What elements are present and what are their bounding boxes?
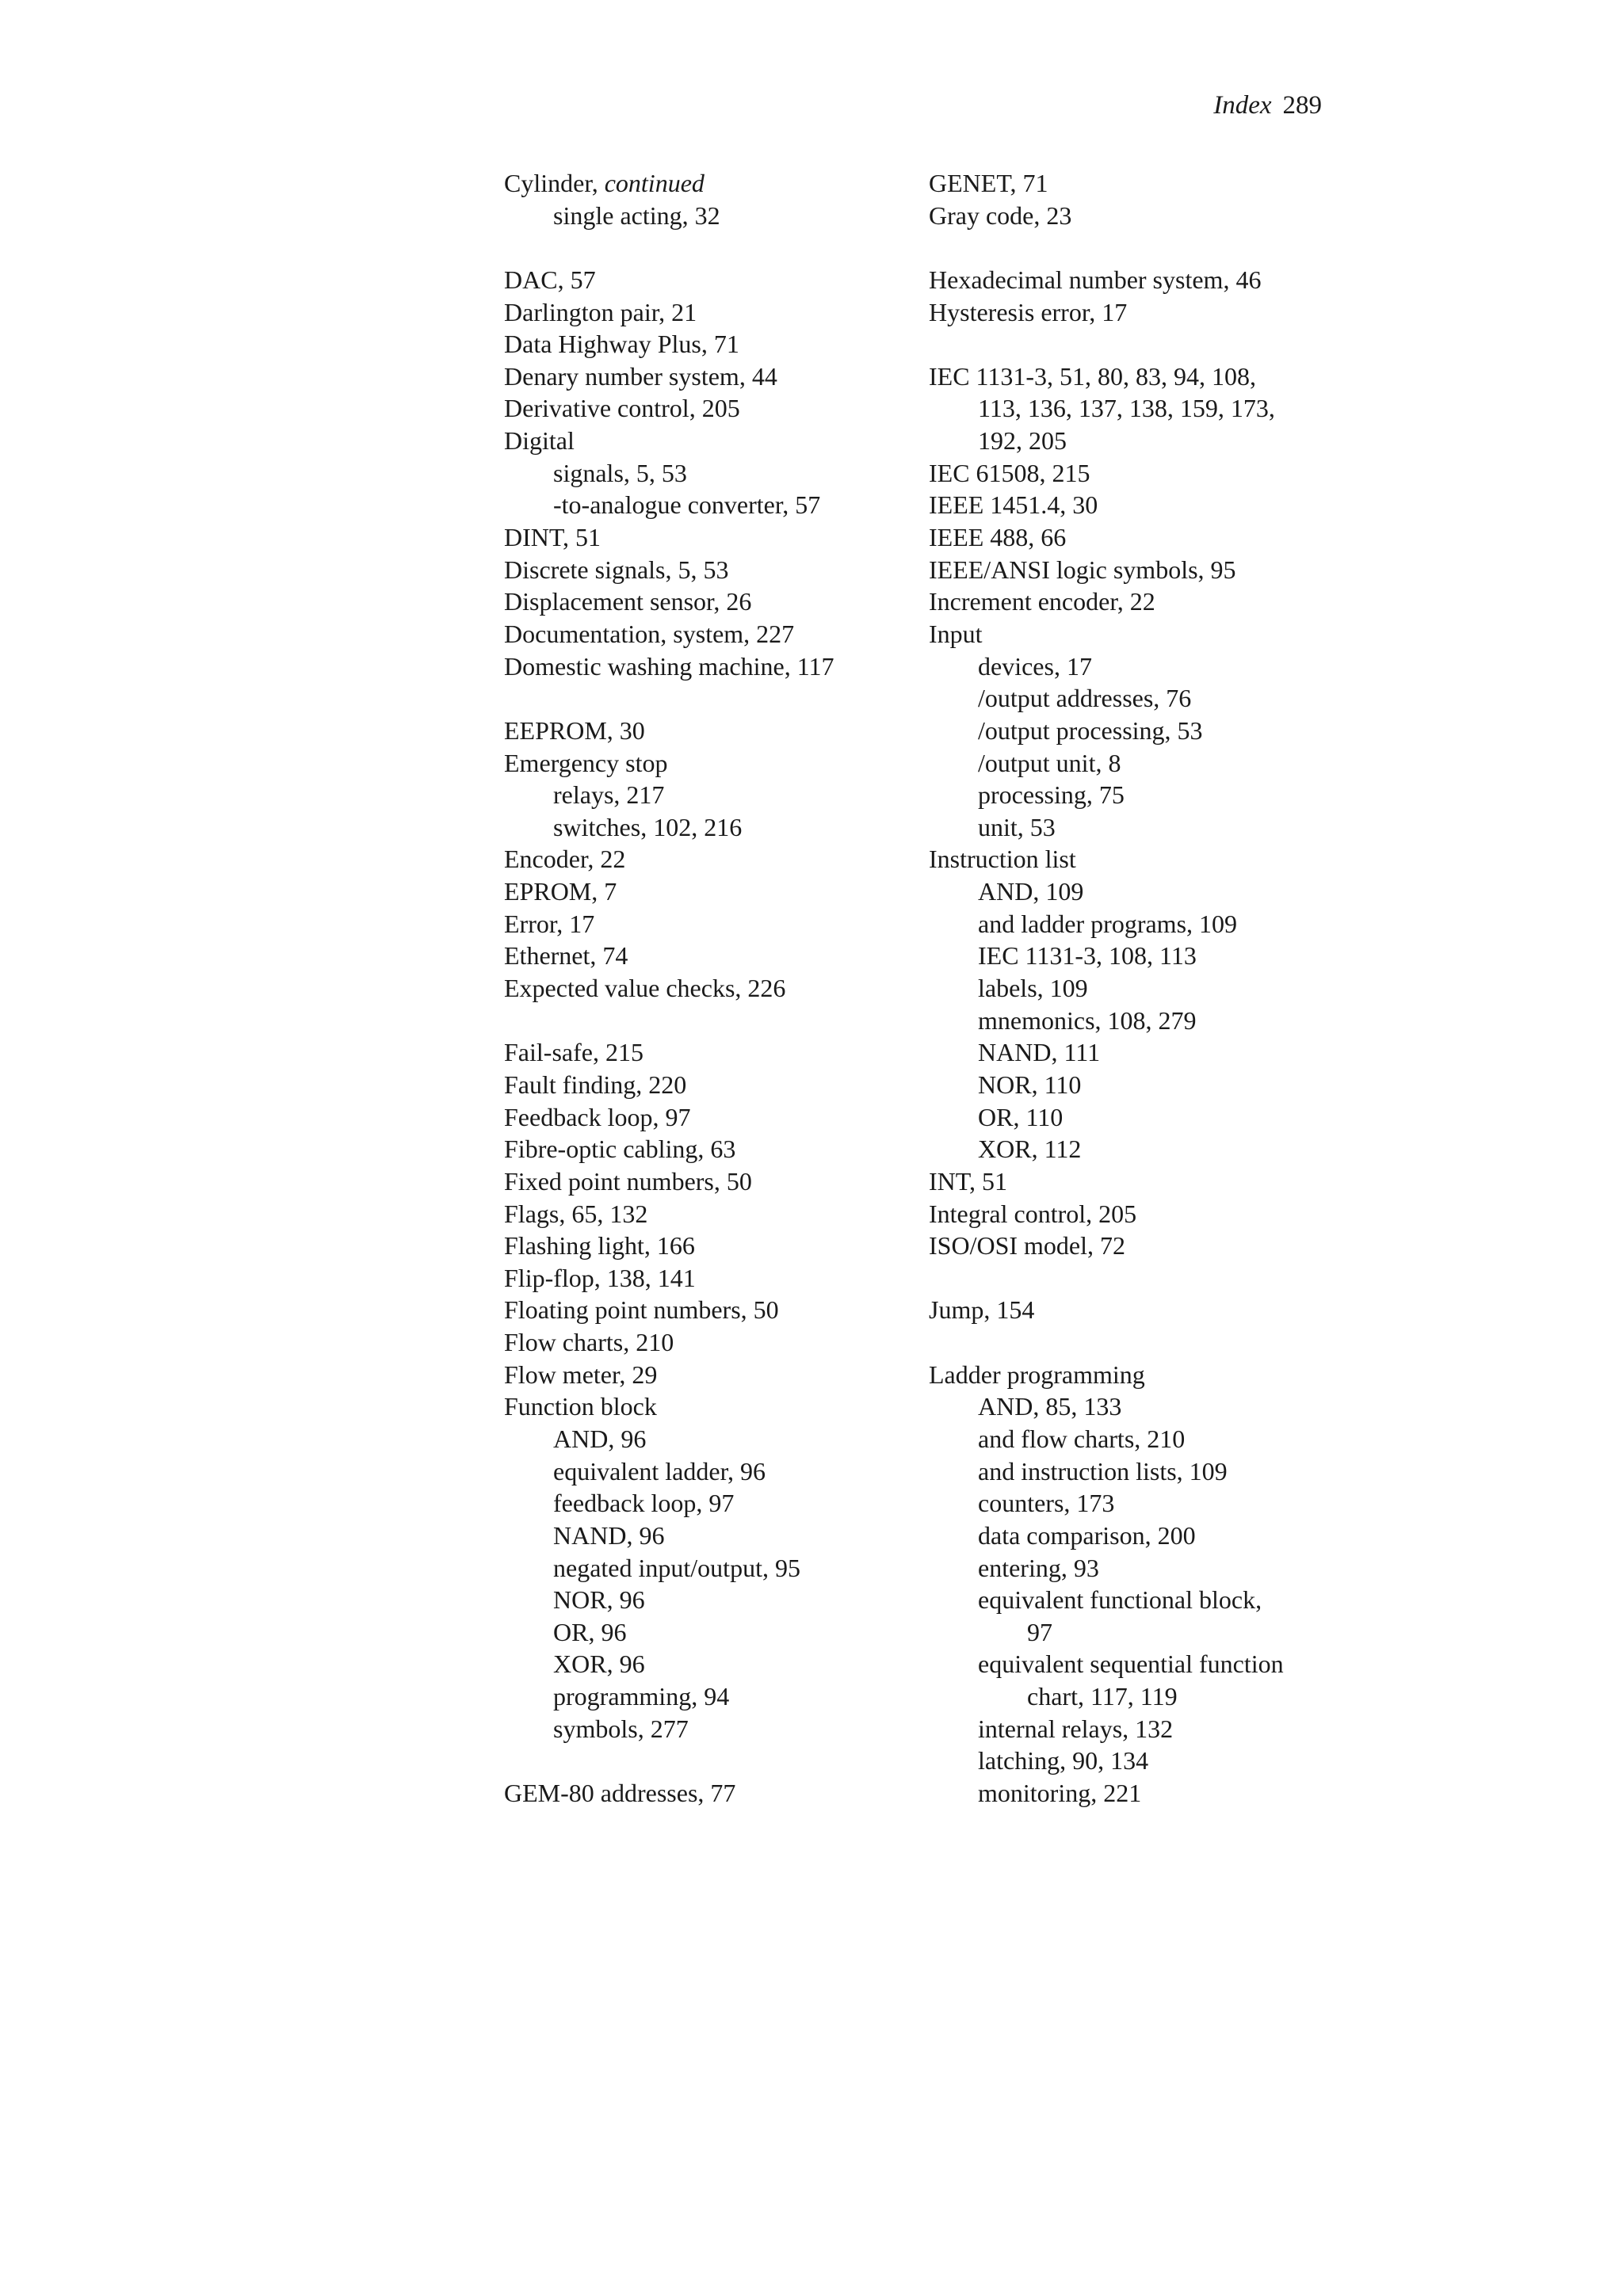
index-entry-text: 97 [1027, 1617, 1052, 1646]
index-subentry [929, 682, 1284, 715]
index-entry-text: single acting, 32 [553, 200, 720, 230]
index-entry-text: Encoder, 22 [504, 845, 626, 874]
index-entry-text: devices, 17 [978, 651, 1092, 681]
index-subentry [929, 1005, 1284, 1037]
index-entry-text: Flow charts, 210 [504, 1328, 674, 1357]
index-entry [504, 1777, 834, 1810]
index-entry-text: NAND, 96 [553, 1520, 665, 1550]
index-entry [504, 167, 834, 200]
index-entry [929, 554, 1284, 586]
index-entry-text: Ladder programming [929, 1360, 1145, 1389]
index-entry-text: Data Highway Plus, 71 [504, 330, 739, 359]
index-entry-text: Emergency stop [504, 748, 668, 777]
index-entry-text: GEM-80 addresses, 77 [504, 1779, 736, 1808]
index-entry-text: DAC, 57 [504, 265, 596, 294]
index-entry-text: 113, 136, 137, 138, 159, 173, [978, 394, 1275, 423]
index-subentry [929, 1680, 1284, 1713]
index-entry-text: and flow charts, 210 [978, 1424, 1186, 1453]
index-entry-text: INT, 51 [929, 1166, 1007, 1196]
index-entry-text: latching, 90, 134 [978, 1746, 1149, 1775]
index-entry-text: NOR, 110 [978, 1070, 1082, 1099]
index-entry-text: OR, 96 [553, 1617, 627, 1646]
index-entry-text: /output processing, 53 [978, 715, 1203, 745]
index-entry [504, 1133, 834, 1165]
index-subentry [929, 1584, 1284, 1616]
index-entry-text: Feedback loop, 97 [504, 1102, 691, 1131]
index-entry-text: data comparison, 200 [978, 1520, 1196, 1550]
index-entry-text: labels, 109 [978, 974, 1088, 1003]
index-entry-text: unit, 53 [978, 812, 1056, 841]
index-subentry [929, 747, 1284, 780]
index-entry-qualifier: continued [604, 169, 705, 197]
index-subentry [929, 1069, 1284, 1101]
index-entry-text: OR, 110 [978, 1102, 1064, 1131]
index-entry-text: Documentation, system, 227 [504, 619, 795, 648]
index-entry [504, 1390, 834, 1423]
index-entry-text: and ladder programs, 109 [978, 909, 1238, 938]
index-entry [504, 1165, 834, 1198]
index-entry-text: EEPROM, 30 [504, 715, 645, 745]
index-entry [929, 264, 1284, 296]
index-entry-text: IEC 1131-3, 108, 113 [978, 941, 1197, 971]
index-entry-text: processing, 75 [978, 780, 1125, 810]
index-subentry [929, 1552, 1284, 1585]
index-entry-text: Fault finding, 220 [504, 1070, 687, 1099]
index-entry [504, 875, 834, 908]
index-entry [929, 360, 1284, 393]
index-subentry [929, 908, 1284, 940]
index-subentry [929, 940, 1284, 972]
index-subentry [504, 779, 834, 811]
index-entry [929, 296, 1284, 329]
index-entry-text: XOR, 112 [978, 1135, 1082, 1164]
index-entry-text: Input [929, 619, 983, 648]
index-entry-text: Floating point numbers, 50 [504, 1295, 779, 1325]
index-entry-text: Cylinder, [504, 169, 605, 197]
index-entry-text: /output unit, 8 [978, 748, 1121, 777]
index-entry [504, 908, 834, 940]
index-subentry [929, 1101, 1284, 1134]
index-entry-text: AND, 96 [553, 1424, 647, 1453]
index-entry-text: Flashing light, 166 [504, 1231, 695, 1261]
index-entry-text: Ethernet, 74 [504, 941, 628, 971]
index-entry [929, 585, 1284, 618]
index-entry-text: Domestic washing machine, 117 [504, 651, 834, 681]
index-entry-text: IEEE 1451.4, 30 [929, 490, 1098, 520]
index-entry-text: AND, 109 [978, 877, 1084, 906]
index-entry-text: Hysteresis error, 17 [929, 297, 1128, 326]
index-entry-text: Digital [504, 426, 575, 456]
index-subentry [504, 811, 834, 844]
index-gap [504, 231, 834, 264]
index-entry-text: IEC 1131-3, 51, 80, 83, 94, 108, [929, 361, 1257, 391]
index-entry [504, 1101, 834, 1134]
index-entry-text: IEEE 488, 66 [929, 523, 1067, 552]
index-entry [929, 1198, 1284, 1230]
index-entry [929, 1165, 1284, 1198]
index-subentry [504, 1520, 834, 1552]
index-entry-text: negated input/output, 95 [553, 1553, 800, 1582]
index-entry-text: GENET, 71 [929, 169, 1048, 197]
index-entry-text: entering, 93 [978, 1553, 1099, 1582]
index-entry [504, 1036, 834, 1069]
index-subentry [929, 1036, 1284, 1069]
index-entry [504, 392, 834, 425]
index-subentry [504, 1423, 834, 1455]
index-gap [504, 1745, 834, 1777]
index-entry [504, 425, 834, 457]
index-entry-text: Expected value checks, 226 [504, 974, 786, 1003]
index-entry [504, 940, 834, 972]
index-entry-text: Flip-flop, 138, 141 [504, 1263, 696, 1292]
index-entry-text: signals, 5, 53 [553, 458, 687, 487]
index-entry [504, 521, 834, 554]
index-entry-text: Fail-safe, 215 [504, 1038, 643, 1067]
index-entry [929, 521, 1284, 554]
index-entry [929, 457, 1284, 490]
index-subentry [504, 1616, 834, 1649]
index-entry-text: Flow meter, 29 [504, 1360, 658, 1389]
index-entry [504, 1198, 834, 1230]
index-entry-text: Error, 17 [504, 909, 595, 938]
index-gap [929, 1326, 1284, 1359]
index-subentry [504, 1680, 834, 1713]
index-entry-text: Darlington pair, 21 [504, 297, 697, 326]
index-entry-text: counters, 173 [978, 1489, 1115, 1518]
index-entry [504, 715, 834, 747]
index-subentry [504, 1455, 834, 1488]
index-subentry [504, 1584, 834, 1616]
index-entry-text: and instruction lists, 109 [978, 1456, 1228, 1486]
index-subentry [929, 1777, 1284, 1810]
index-entry [929, 618, 1284, 650]
index-entry [504, 650, 834, 683]
index-subentry [929, 1713, 1284, 1745]
index-column-right [929, 167, 1284, 1810]
index-subentry [929, 1520, 1284, 1552]
index-subentry [929, 875, 1284, 908]
index-entry [929, 843, 1284, 875]
running-head [1213, 88, 1322, 123]
page-number: 289 [1282, 91, 1322, 120]
index-entry [504, 1359, 834, 1391]
index-entry-text: IEC 61508, 215 [929, 458, 1090, 487]
index-subentry [929, 715, 1284, 747]
index-entry [929, 200, 1284, 232]
index-subentry [929, 1390, 1284, 1423]
index-entry-text: equivalent ladder, 96 [553, 1456, 766, 1486]
index-entry-text: Fixed point numbers, 50 [504, 1166, 752, 1196]
index-entry-text: symbols, 277 [553, 1714, 689, 1743]
index-entry-text: mnemonics, 108, 279 [978, 1005, 1197, 1035]
index-subentry [504, 1487, 834, 1520]
index-entry-text: switches, 102, 216 [553, 812, 743, 841]
index-gap [929, 1262, 1284, 1295]
index-entry [504, 585, 834, 618]
index-entry-text: Discrete signals, 5, 53 [504, 555, 729, 584]
index-subentry [929, 1648, 1284, 1680]
index-entry [504, 747, 834, 780]
index-entry-text: Denary number system, 44 [504, 361, 777, 391]
index-entry-text: feedback loop, 97 [553, 1489, 735, 1518]
index-entry-text: NAND, 111 [978, 1038, 1101, 1067]
running-head-title: Index [1213, 91, 1272, 120]
index-subentry [929, 425, 1284, 457]
index-subentry [504, 1648, 834, 1680]
index-entry [504, 1326, 834, 1359]
index-entry [504, 296, 834, 329]
index-subentry [929, 1423, 1284, 1455]
index-gap [929, 231, 1284, 264]
index-entry-text: chart, 117, 119 [1027, 1682, 1178, 1711]
index-entry-text: Integral control, 205 [929, 1199, 1137, 1228]
index-entry [929, 489, 1284, 521]
index-entry-text: ISO/OSI model, 72 [929, 1231, 1125, 1261]
index-subentry [929, 1487, 1284, 1520]
index-entry [504, 264, 834, 296]
index-entry-text: programming, 94 [553, 1682, 730, 1711]
index-entry-text: DINT, 51 [504, 523, 601, 552]
index-entry-text: Jump, 154 [929, 1295, 1035, 1325]
index-subentry [929, 1745, 1284, 1777]
index-entry [504, 1262, 834, 1295]
index-subentry [929, 811, 1284, 844]
index-subentry [504, 457, 834, 490]
index-entry-text: internal relays, 132 [978, 1714, 1174, 1743]
index-entry [504, 1230, 834, 1262]
index-entry-text: XOR, 96 [553, 1650, 645, 1679]
index-entry [929, 1294, 1284, 1326]
index-entry-text: AND, 85, 133 [978, 1392, 1122, 1421]
index-subentry [504, 200, 834, 232]
index-entry-text: equivalent functional block, [978, 1585, 1262, 1615]
index-entry [504, 328, 834, 360]
index-subentry [504, 1713, 834, 1745]
index-subentry [929, 650, 1284, 683]
index-subentry [929, 392, 1284, 425]
index-entry-text: -to-analogue converter, 57 [553, 490, 821, 520]
index-subentry [504, 1552, 834, 1585]
index-entry-text: Increment encoder, 22 [929, 587, 1155, 616]
index-gap [504, 1005, 834, 1037]
index-entry [504, 972, 834, 1005]
index-subentry [929, 972, 1284, 1005]
index-entry [504, 554, 834, 586]
index-entry-text: 192, 205 [978, 426, 1067, 456]
index-entry-text: Gray code, 23 [929, 200, 1072, 230]
index-entry-text: Flags, 65, 132 [504, 1199, 648, 1228]
index-gap [504, 682, 834, 715]
index-entry-text: Instruction list [929, 845, 1076, 874]
index-entry-text: equivalent sequential function [978, 1650, 1284, 1679]
index-entry-text: Function block [504, 1392, 657, 1421]
index-entry [504, 360, 834, 393]
index-entry [504, 843, 834, 875]
index-entry-text: Fibre-optic cabling, 63 [504, 1135, 736, 1164]
index-entry [929, 1230, 1284, 1262]
index-entry [504, 1294, 834, 1326]
index-gap [929, 328, 1284, 360]
index-entry [504, 618, 834, 650]
index-entry [929, 167, 1284, 200]
index-entry-text: Displacement sensor, 26 [504, 587, 752, 616]
index-entry-text: relays, 217 [553, 780, 665, 810]
index-entry-text: monitoring, 221 [978, 1779, 1142, 1808]
index-entry-text: Hexadecimal number system, 46 [929, 265, 1262, 294]
index-entry-text: IEEE/ANSI logic symbols, 95 [929, 555, 1236, 584]
index-subentry [504, 489, 834, 521]
index-entry-text: Derivative control, 205 [504, 394, 740, 423]
index-entry-text: /output addresses, 76 [978, 684, 1192, 713]
index-subentry [929, 1133, 1284, 1165]
index-entry-text: NOR, 96 [553, 1585, 645, 1615]
index-subentry [929, 1455, 1284, 1488]
index-subentry [929, 1616, 1284, 1649]
index-subentry [929, 779, 1284, 811]
index-entry-text: EPROM, 7 [504, 877, 617, 906]
index-entry [504, 1069, 834, 1101]
index-entry [929, 1359, 1284, 1391]
index-column-left [504, 167, 834, 1810]
